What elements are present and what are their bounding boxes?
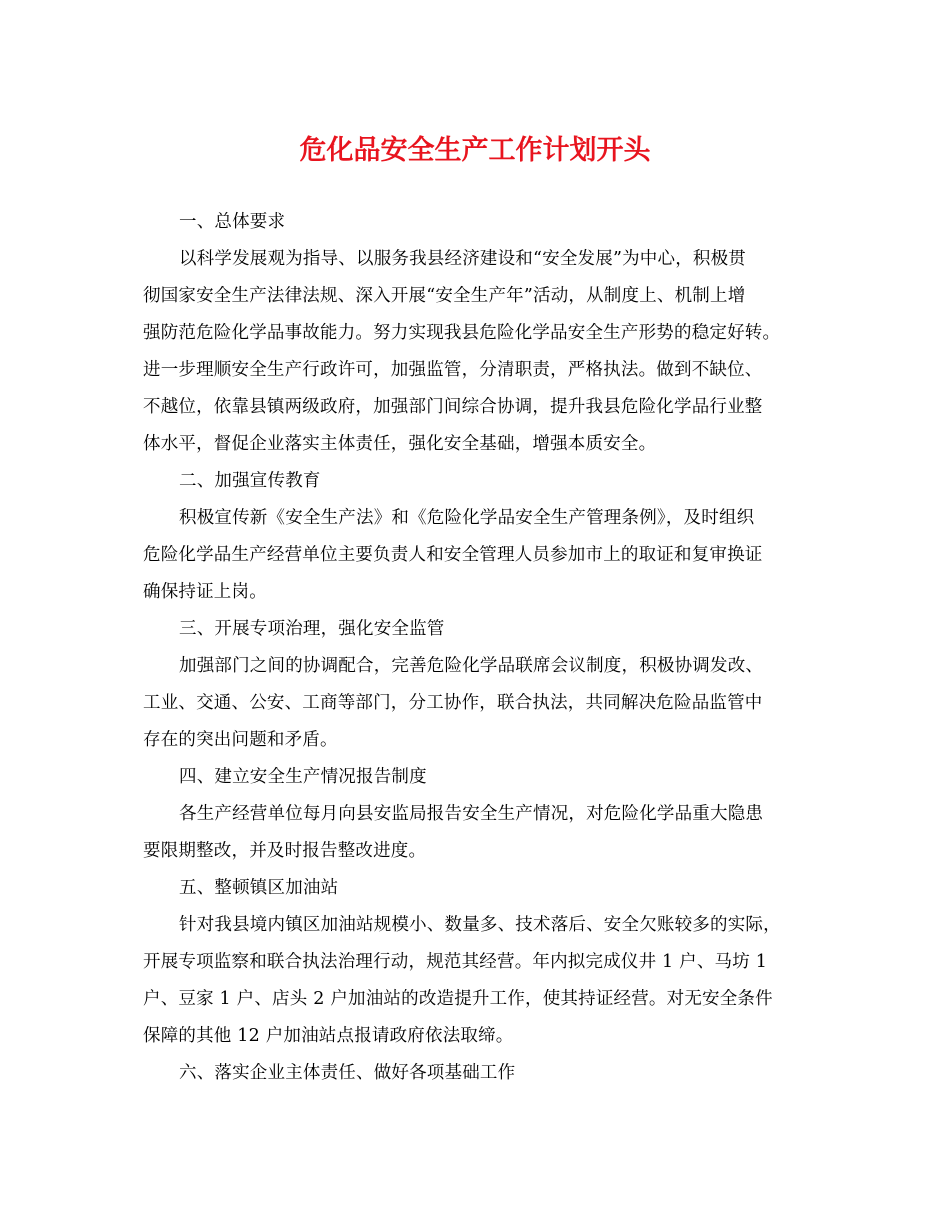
text-line: 进一步理顺安全生产行政许可，加强监管，分清职责，严格执法。做到不缺位、 <box>143 360 763 380</box>
text-line: 强防范危险化学品事故能力。努力实现我县危险化学品安全生产形势的稳定好转。 <box>143 323 781 343</box>
text-line: 以科学发展观为指导、以服务我县经济建设和“安全发展”为中心，积极贯 <box>179 249 746 269</box>
text-line: 危险化学品生产经营单位主要负责人和安全管理人员参加市上的取证和复审换证 <box>143 545 763 565</box>
text-line: 确保持证上岗。 <box>143 582 267 602</box>
text-line: 开展专项监察和联合执法治理行动，规范其经营。年内拟完成仪井 1 户、马坊 1 <box>143 952 768 972</box>
text-line: 二、加强宣传教育 <box>179 471 321 491</box>
text-line: 工业、交通、公安、工商等部门，分工协作，联合执法，共同解决危险品监管中 <box>143 693 763 713</box>
text-line: 存在的突出问题和矛盾。 <box>143 730 338 750</box>
text-line: 彻国家安全生产法律法规、深入开展“安全生产年”活动，从制度上、机制上增 <box>143 286 746 306</box>
text-line: 针对我县境内镇区加油站规模小、数量多、技术落后、安全欠账较多的实际， <box>179 915 781 935</box>
document-title: 危化品安全生产工作计划开头 <box>299 135 651 166</box>
text-line: 积极宣传新《安全生产法》和《危险化学品安全生产管理条例》，及时组织 <box>179 508 755 528</box>
text-line: 保障的其他 12 户加油站点报请政府依法取缔。 <box>143 1026 514 1046</box>
text-line: 加强部门之间的协调配合，完善危险化学品联席会议制度，积极协调发改、 <box>179 656 764 676</box>
text-line: 四、建立安全生产情况报告制度 <box>179 767 427 787</box>
text-line: 要限期整改，并及时报告整改进度。 <box>143 841 427 861</box>
text-line: 体水平，督促企业落实主体责任，强化安全基础，增强本质安全。 <box>143 434 657 454</box>
text-line: 户、豆家 1 户、店头 2 户加油站的改造提升工作，使其持证经营。对无安全条件 <box>143 989 773 1009</box>
text-line: 不越位，依靠县镇两级政府，加强部门间综合协调，提升我县危险化学品行业整 <box>143 397 763 417</box>
text-line: 五、整顿镇区加油站 <box>179 878 339 898</box>
text-line: 三、开展专项治理，强化安全监管 <box>179 619 445 639</box>
text-line: 各生产经营单位每月向县安监局报告安全生产情况，对危险化学品重大隐患 <box>179 804 764 824</box>
document-body <box>143 204 807 1092</box>
text-line: 一、总体要求 <box>179 212 286 232</box>
text-line: 六、落实企业主体责任、做好各项基础工作 <box>179 1063 516 1083</box>
